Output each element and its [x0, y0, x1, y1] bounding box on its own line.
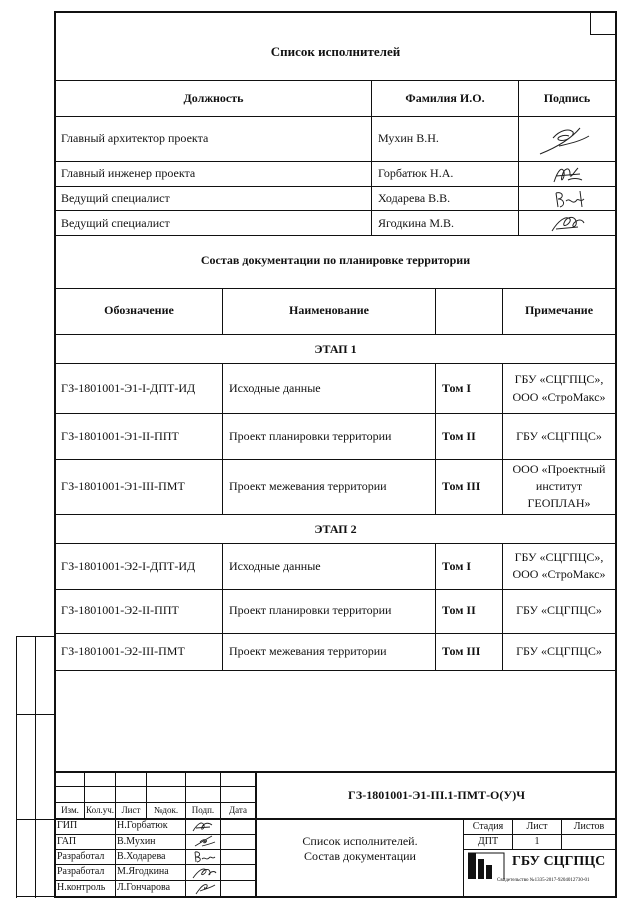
composition-title: Состав документации по планировке территории — [200, 253, 471, 267]
header-name: Фамилия И.О. — [405, 91, 485, 105]
executor-name: Мухин В.Н. — [378, 131, 439, 145]
stamp-stage-value: ДПТ — [477, 836, 499, 847]
header-signature: Подпись — [543, 91, 591, 105]
doc-note: ГБУ «СЦГПЦС» — [516, 644, 602, 658]
stamp-person: В.Ходарева — [117, 851, 166, 862]
stamp-doc-title: Состав документации — [304, 849, 416, 863]
executor-name: Ягодкина М.В. — [378, 216, 455, 230]
org-logo-icon — [466, 851, 506, 881]
stamp-doc-code: ГЗ-1801001-Э1-III.1-ПМТ-О(У)Ч — [348, 788, 525, 802]
doc-note: ГБУ «СЦГПЦС» — [516, 603, 602, 617]
doc-note: ООО «СтроМакс» — [512, 567, 606, 581]
stamp-signature-image — [192, 849, 218, 864]
executor-name: Горбатюк Н.А. — [378, 166, 454, 180]
stamp-stage-label: Стадия — [472, 821, 504, 832]
doc-code: ГЗ-1801001-Э1-II-ППТ — [61, 429, 179, 443]
header-position: Должность — [183, 91, 244, 105]
doc-code: ГЗ-1801001-Э1-III-ПМТ — [61, 479, 185, 493]
stamp-signature-image — [190, 865, 218, 880]
executor-position: Главный инженер проекта — [61, 166, 196, 180]
doc-name: Проект межевания территории — [229, 644, 387, 658]
frame-right — [615, 11, 617, 898]
executor-position: Главный архитектор проекта — [61, 131, 209, 145]
doc-code: ГЗ-1801001-Э1-I-ДПТ-ИД — [61, 381, 196, 395]
frame-top — [55, 11, 616, 13]
doc-note: ООО «СтроМакс» — [512, 390, 606, 404]
stamp-person: В.Мухин — [117, 836, 156, 847]
doc-volume: Том III — [442, 644, 481, 658]
stamp-role: ГИП — [57, 820, 78, 831]
header-doc-name: Наименование — [289, 303, 369, 317]
stamp-org-name: ГБУ СЦГПЦС — [512, 854, 606, 869]
stamp-signature-image — [192, 834, 218, 849]
doc-note: ГБУ «СЦГПЦС», — [514, 372, 604, 386]
executor-position: Ведущий специалист — [61, 216, 170, 230]
doc-name: Проект планировки территории — [229, 429, 392, 443]
doc-name: Проект планировки территории — [229, 603, 392, 617]
doc-volume: Том III — [442, 479, 481, 493]
doc-name: Исходные данные — [229, 559, 321, 573]
stage-label: ЭТАП 1 — [314, 342, 357, 356]
executors-title: Список исполнителей — [270, 44, 401, 59]
stamp-person: Н.Горбатюк — [117, 820, 168, 831]
signature-image — [550, 162, 586, 186]
stamp-doc-title: Список исполнителей. — [302, 834, 418, 848]
stamp-org-cert: Свидетельство №1335-2017-9204012730-01 — [497, 878, 590, 883]
stamp-col-doc: №док. — [153, 805, 179, 815]
stamp-col-sign: Подп. — [191, 805, 215, 815]
stage-label: ЭТАП 2 — [314, 522, 357, 536]
signature-image — [552, 187, 588, 210]
stamp-sheets-label: Листов — [573, 821, 605, 832]
stamp-sheet-value: 1 — [534, 836, 540, 847]
stamp-col-qty: Кол.уч. — [86, 805, 114, 815]
stamp-signature-image — [192, 880, 218, 896]
doc-code: ГЗ-1801001-Э2-III-ПМТ — [61, 644, 185, 658]
stamp-person: Л.Гончарова — [117, 882, 171, 893]
executor-position: Ведущий специалист — [61, 191, 170, 205]
signature-image — [548, 211, 588, 235]
stamp-role: ГАП — [57, 836, 77, 847]
doc-name: Исходные данные — [229, 381, 321, 395]
stamp-col-change: Изм. — [61, 805, 79, 815]
doc-code: ГЗ-1801001-Э2-II-ППТ — [61, 603, 179, 617]
executor-name: Ходарева В.В. — [378, 191, 451, 205]
stamp-signature-image — [190, 819, 216, 834]
doc-note: ООО «Проектный — [512, 462, 606, 476]
doc-volume: Том I — [442, 559, 472, 573]
doc-volume: Том I — [442, 381, 472, 395]
doc-note: институт — [535, 479, 583, 493]
stamp-sheet-label: Лист — [526, 821, 548, 832]
stamp-col-sheet: Лист — [121, 805, 141, 815]
header-designation: Обозначение — [104, 303, 174, 317]
frame-bottom — [54, 896, 617, 898]
signature-image — [535, 118, 595, 160]
stamp-person: М.Ягодкина — [117, 866, 169, 877]
doc-name: Проект межевания территории — [229, 479, 387, 493]
doc-note: ГБУ «СЦГПЦС» — [516, 429, 602, 443]
stamp-col-date: Дата — [229, 805, 247, 815]
header-note: Примечание — [524, 303, 594, 317]
doc-volume: Том II — [442, 603, 476, 617]
frame-left — [54, 11, 56, 898]
doc-volume: Том II — [442, 429, 476, 443]
stamp-role: Разработал — [57, 866, 105, 877]
doc-note: ГБУ «СЦГПЦС», — [514, 550, 604, 564]
stamp-role: Разработал — [57, 851, 105, 862]
stamp-role: Н.контроль — [57, 882, 106, 893]
doc-note: ГЕОПЛАН» — [527, 496, 591, 510]
doc-code: ГЗ-1801001-Э2-I-ДПТ-ИД — [61, 559, 196, 573]
